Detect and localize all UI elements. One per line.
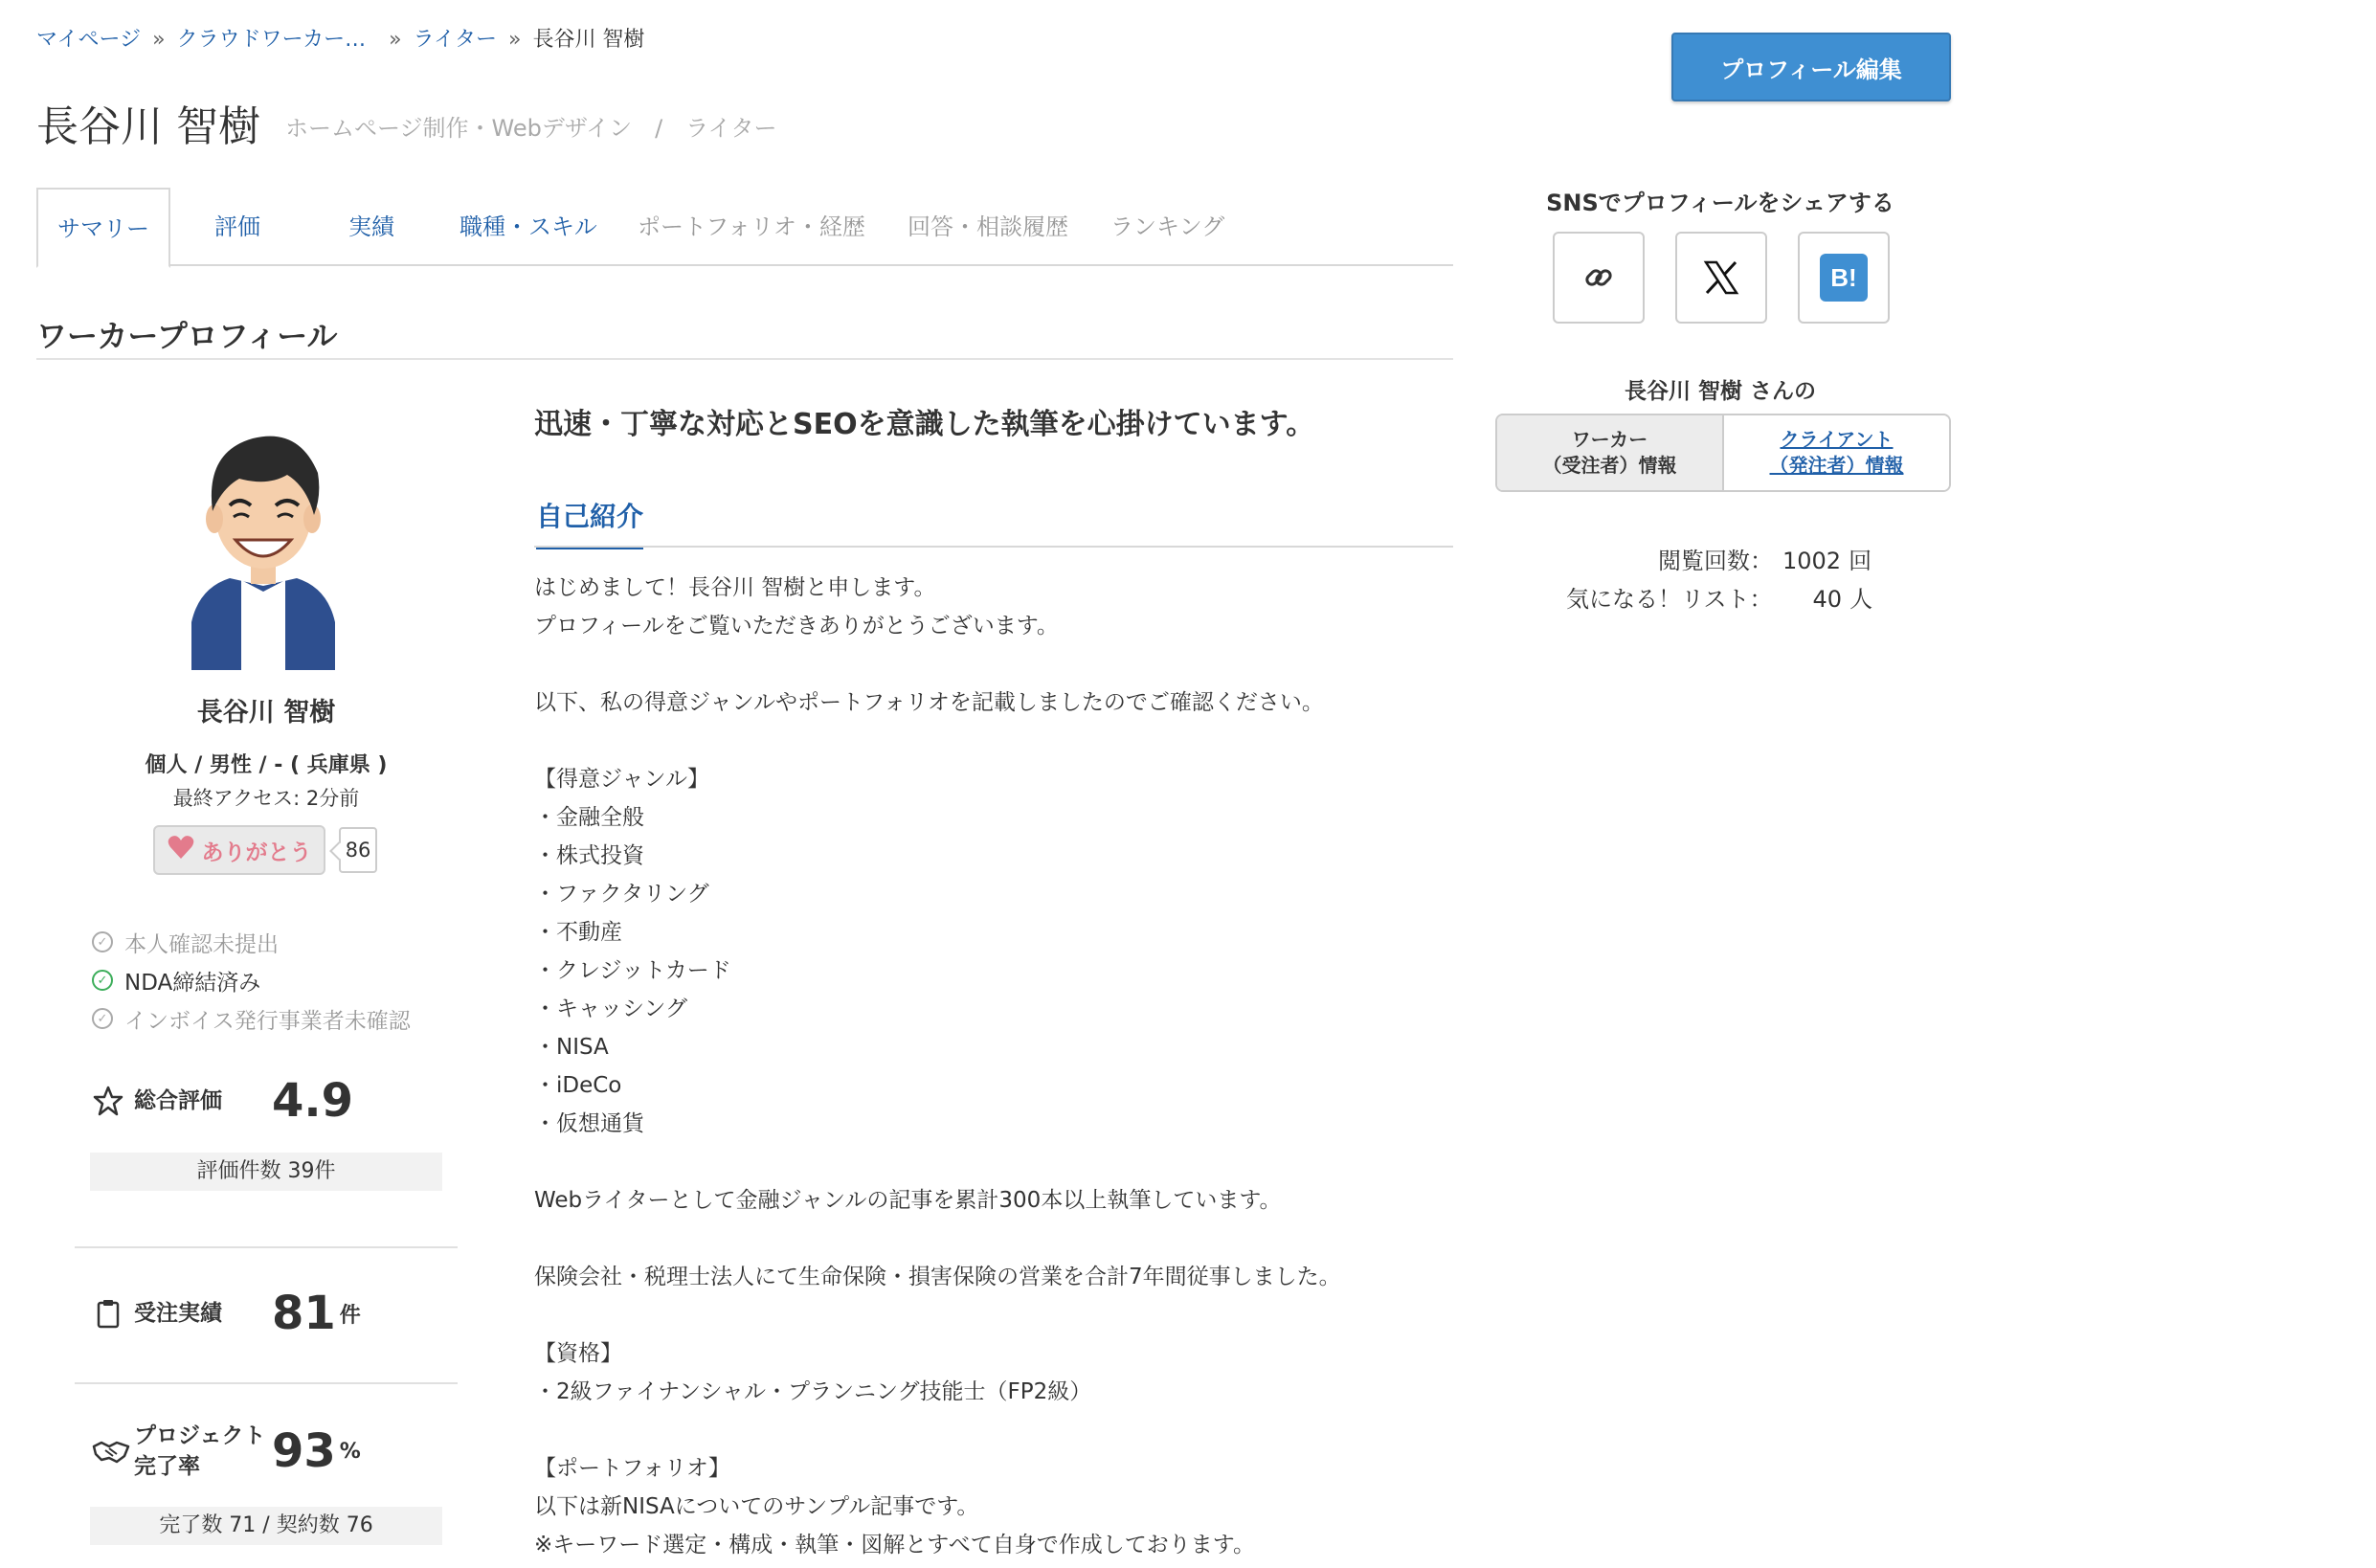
verification-label: NDA締結済み — [124, 970, 261, 996]
tab-skills[interactable]: 職種・スキル — [460, 213, 597, 240]
intro-line: 【得意ジャンル】 — [534, 767, 709, 792]
share-hatena-button[interactable] — [1798, 232, 1890, 324]
intro-line: 以下は新NISAについてのサンプル記事です。 — [534, 1494, 979, 1519]
intro-line: 保険会社・税理士法人にて生命保険・損害保険の営業を合計7年間従事しました。 — [534, 1265, 1341, 1289]
catchphrase: 迅速・丁寧な対応とSEOを意識した執筆を心掛けています。 — [534, 408, 1315, 441]
breadcrumb-separator: » — [152, 28, 166, 52]
stat-completion-label-line2: 完了率 — [134, 1454, 200, 1480]
intro-line: ・iDeCo — [534, 1073, 622, 1098]
stat-orders-unit: 件 — [339, 1303, 361, 1328]
tab-ranking[interactable]: ランキング — [1110, 213, 1225, 240]
stat-orders-label: 受注実績 — [134, 1300, 222, 1326]
favorite-count-value: 40 — [1812, 586, 1843, 613]
section-title: ワーカープロフィール — [36, 318, 338, 354]
intro-line: ※キーワード選定・構成・執筆・図解とすべて自身で作成しております。 — [534, 1533, 1255, 1557]
edit-profile-button[interactable]: プロフィール編集 — [1671, 33, 1951, 101]
intro-line: はじめまして！長谷川 智樹と申します。 — [534, 575, 936, 600]
page-title: 長谷川 智樹 — [36, 102, 260, 151]
worker-info-line1: ワーカー — [1571, 428, 1648, 451]
stat-completion-label-line1: プロジェクト — [134, 1423, 266, 1448]
divider — [534, 546, 1453, 548]
stat-completion-value: 93 — [272, 1424, 336, 1479]
hatena-bookmark-icon: B! — [1820, 254, 1868, 302]
client-info-line2: （発注者）情報 — [1769, 454, 1904, 477]
verification-invoice — [92, 999, 411, 1038]
divider — [75, 1246, 458, 1248]
stat-completion-label — [134, 1421, 272, 1482]
intro-line: ・株式投資 — [534, 843, 644, 868]
intro-line: ・ファクタリング — [534, 882, 709, 907]
tab-portfolio[interactable]: ポートフォリオ・経歴 — [638, 213, 865, 240]
share-title: SNSでプロフィールをシェアする — [1546, 190, 1894, 216]
verification-label: 本人確認未提出 — [124, 931, 279, 957]
view-count — [1658, 542, 1872, 575]
stat-rating — [92, 1074, 353, 1128]
thanks-count: 86 — [339, 827, 377, 873]
breadcrumb-link-writer[interactable]: ライター — [413, 28, 497, 52]
favorite-count-unit: 人 — [1849, 586, 1873, 613]
thanks-button[interactable] — [153, 825, 325, 875]
tab-reviews[interactable]: 評価 — [214, 213, 260, 240]
intro-line: 以下、私の得意ジャンルやポートフォリオを記載しましたのでご確認ください。 — [534, 690, 1324, 715]
profile-meta: 個人 / 男性 / - ( 兵庫県 ) — [145, 753, 388, 777]
info-switch — [1495, 414, 1951, 492]
verification-label: インボイス発行事業者未確認 — [124, 1008, 411, 1034]
client-info-line1: クライアント — [1780, 428, 1894, 451]
verification-list — [92, 923, 411, 1038]
handshake-icon — [92, 1435, 130, 1467]
check-circle-icon: ✓ — [92, 970, 113, 991]
avatar — [191, 419, 335, 670]
heart-icon — [168, 835, 194, 865]
view-count-unit: 回 — [1849, 548, 1872, 574]
stat-rating-label: 総合評価 — [134, 1087, 222, 1113]
intro-line — [534, 1143, 1453, 1181]
stat-rating-count: 評価件数 39件 — [90, 1153, 442, 1191]
tab-answers[interactable]: 回答・相談履歴 — [908, 213, 1068, 240]
breadcrumb-separator: » — [507, 28, 522, 52]
category-web-design: ホームページ制作・Webデザイン — [285, 115, 633, 142]
profile-tabs — [36, 188, 1453, 266]
stat-orders-value: 81 — [272, 1287, 336, 1340]
tab-summary[interactable]: サマリー — [36, 188, 170, 268]
stat-orders — [92, 1287, 361, 1340]
check-circle-icon: ✓ — [92, 931, 113, 952]
breadcrumb-current: 長谷川 智樹 — [532, 28, 645, 52]
intro-line: ・クレジットカード — [534, 958, 731, 983]
client-info-link[interactable] — [1724, 415, 1949, 490]
verification-identity — [92, 923, 411, 961]
star-icon — [92, 1085, 124, 1117]
category-writer: ライター — [685, 115, 777, 142]
profile-name: 長谷川 智樹 — [196, 698, 336, 728]
intro-line: ・不動産 — [534, 920, 622, 945]
favorite-count-label: 気になる！リスト： — [1566, 586, 1773, 613]
intro-line — [534, 722, 1453, 760]
tab-achievements[interactable]: 実績 — [348, 213, 394, 240]
x-logo-icon — [1702, 258, 1740, 297]
intro-line: プロフィールをご覧いただきありがとうございます。 — [534, 614, 1059, 638]
intro-line — [534, 1296, 1453, 1334]
stat-completion-count: 完了数 71 / 契約数 76 — [90, 1507, 442, 1545]
check-circle-icon: ✓ — [92, 1008, 113, 1029]
intro-line — [534, 645, 1453, 683]
favorite-count — [1566, 580, 1872, 614]
stat-completion-unit: % — [339, 1439, 361, 1464]
divider — [36, 358, 1453, 360]
info-switch-title: 長谷川 智樹 さんの — [1624, 379, 1816, 404]
divider — [75, 1382, 458, 1384]
intro-line: 【資格】 — [534, 1341, 622, 1366]
clipboard-icon — [92, 1297, 124, 1330]
breadcrumb-link-crowdworker[interactable]: クラウドワーカー… — [176, 28, 367, 52]
intro-line — [534, 1220, 1453, 1258]
tab-self-introduction[interactable]: 自己紹介 — [536, 496, 643, 549]
stat-completion — [92, 1421, 361, 1482]
verification-nda — [92, 961, 411, 999]
worker-info-tab[interactable] — [1497, 415, 1724, 490]
intro-line: ・金融全般 — [534, 805, 644, 830]
intro-line: ・キャッシング — [534, 997, 687, 1021]
stat-rating-value: 4.9 — [272, 1074, 354, 1128]
intro-line: Webライターとして金融ジャンルの記事を累計300本以上執筆しています。 — [534, 1188, 1282, 1213]
share-x-button[interactable] — [1675, 232, 1767, 324]
thanks-label: ありがとう — [201, 840, 312, 865]
view-count-label: 閲覧回数： — [1658, 548, 1773, 574]
intro-line: ・NISA — [534, 1035, 609, 1060]
intro-line: ・仮想通貨 — [534, 1111, 644, 1136]
intro-line: 【ポートフォリオ】 — [534, 1456, 730, 1481]
last-access: 最終アクセス: 2分前 — [172, 787, 360, 810]
self-introduction-text — [534, 569, 1453, 1564]
share-link-button[interactable] — [1553, 232, 1645, 324]
link-icon — [1582, 261, 1615, 294]
category-separator: / — [655, 115, 663, 142]
view-count-value: 1002 — [1782, 548, 1842, 574]
breadcrumb-link-mypage[interactable]: マイページ — [36, 28, 142, 52]
worker-info-line2: （受注者）情報 — [1542, 454, 1677, 477]
breadcrumb-separator: » — [389, 28, 402, 52]
intro-line: ・2級ファイナンシャル・プランニング技能士（FP2級） — [534, 1379, 1092, 1404]
breadcrumb — [36, 23, 644, 53]
intro-line — [534, 1411, 1453, 1449]
page-subtitle — [285, 109, 777, 143]
